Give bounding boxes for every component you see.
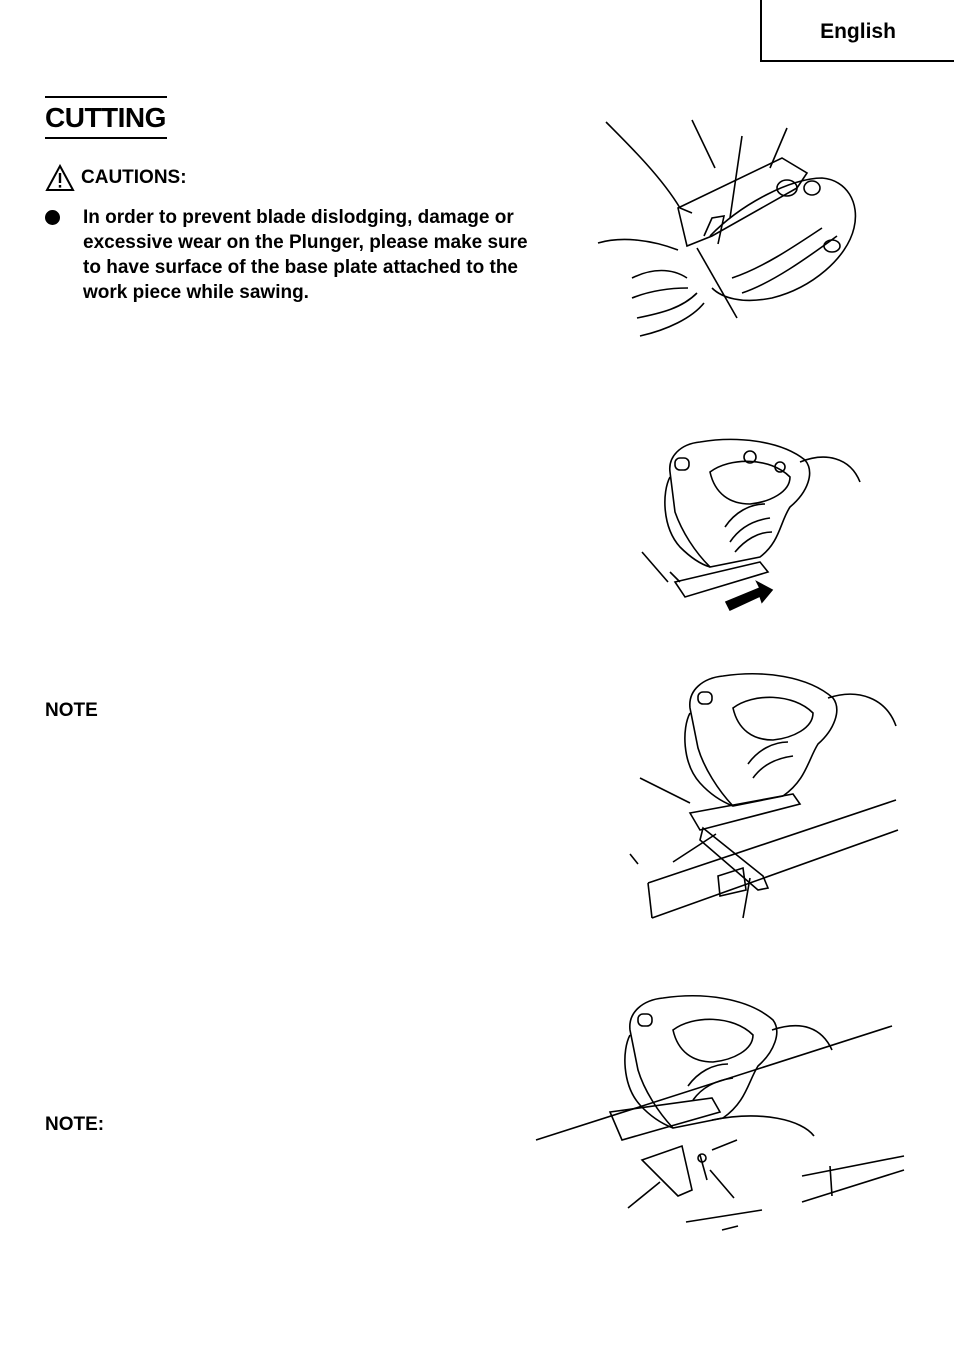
figure-guide-fence (628, 668, 908, 926)
note-label-2: NOTE: (45, 1114, 105, 1135)
figure-cutting-direction (640, 432, 865, 614)
figure-blade-installation (592, 118, 872, 340)
language-label: English (820, 20, 896, 43)
note-label-1: NOTE (45, 700, 98, 721)
caution-text: In order to prevent blade dislodging, damage or excessive wear on the Plunger, please make sure to have surface of the base plate attached to the work piece while sawing. (83, 207, 528, 303)
section-title: CUTTING (45, 96, 167, 139)
cautions-heading (45, 164, 187, 192)
warning-triangle-icon (45, 164, 75, 192)
language-tab (760, 0, 954, 62)
caution-item (45, 205, 535, 305)
cautions-label: CAUTIONS: (81, 167, 187, 188)
bullet-icon (45, 210, 60, 225)
figure-circle-cutting (532, 990, 908, 1238)
